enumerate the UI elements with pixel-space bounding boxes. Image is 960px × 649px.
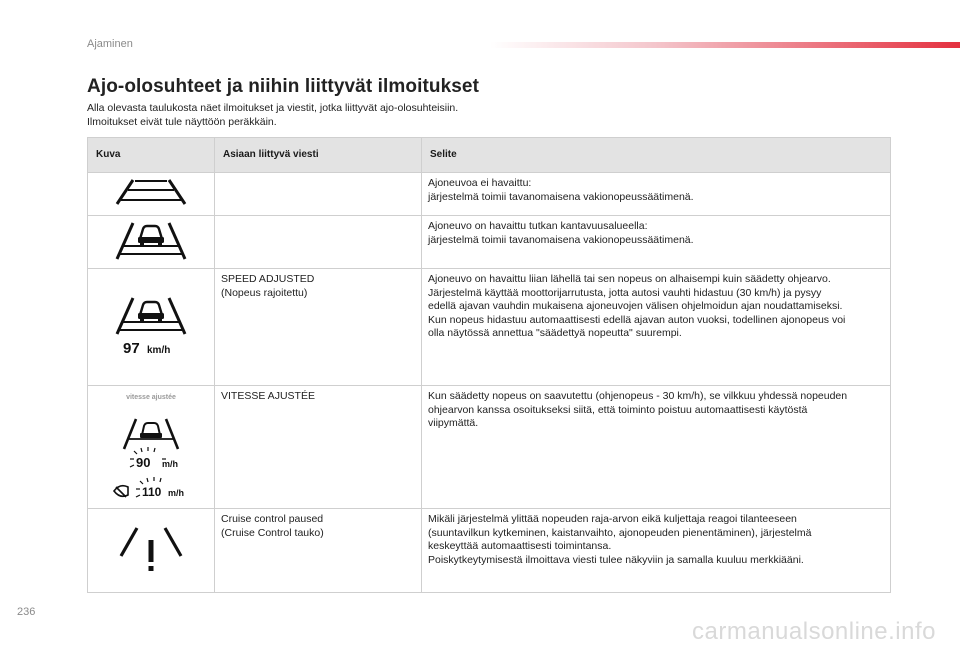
row-description: Ajoneuvo on havaittu tutkan kantavuusalueella: järjestelmä toimii tavanomaisena vakionopeussäätimenä. — [422, 216, 891, 269]
row-description: Ajoneuvo on havaittu liian lähellä tai sen nopeus on alhaisempi kuin säädetty ohjearvo. Järjestelmä käyttää moottorijarrutusta, jotta autosi vauhti hidastuu (30 km/h) ja pysyy edellä ajavan vauhdin mukaisena ajoneuvojen välisen ohjelmoidun ajan noudattamiseksi. Kun nopeus hidastuu automaattisesti edellä ajavan auton vuoksi, todellinen ajonopeus voi olla näytössä annettua "säädettyä nopeutta" suurempi. — [422, 269, 891, 386]
intro-text — [87, 101, 458, 129]
table-header-row — [88, 138, 891, 173]
vehicle-close-speed-icon — [109, 292, 193, 358]
road-lanes-icon — [111, 176, 191, 208]
row-message: Cruise control paused (Cruise Control tauko) — [215, 509, 422, 593]
intro-line: Alla olevasta taulukosta näet ilmoitukset ja viestit, jotka liittyvät ajo-olosuhteisiin. — [87, 102, 459, 114]
table-row — [88, 216, 891, 269]
row-message — [215, 173, 422, 216]
vehicle-ahead-icon — [111, 217, 191, 263]
row-description: Mikäli järjestelmä ylittää nopeuden raja-arvon eikä kuljettaja reagoi tilanteeseen (suuntavilkun kytkeminen, kaistanvaihto, ajonopeuden pienentäminen), järjestelmä keskeyttää automaattisesti toimintansa. Poiskytkeytymisestä ilmoittava viesti tulee näkyviin ja samalla kuuluu merkkiääni. — [422, 509, 891, 593]
table-row — [88, 269, 891, 386]
row-icon-cell — [88, 173, 215, 216]
header-selite: Selite — [422, 138, 891, 173]
svg-text:m/h: m/h — [168, 487, 185, 498]
svg-text:110: 110 — [142, 484, 162, 499]
svg-text:90: 90 — [136, 454, 151, 470]
svg-text:m/h: m/h — [162, 458, 179, 469]
warning-exclamation-icon — [111, 520, 191, 576]
row-message: VITESSE AJUSTÉE — [215, 386, 422, 509]
row-message — [215, 216, 422, 269]
table-row — [88, 509, 891, 593]
header-viesti: Asiaan liittyvä viesti — [215, 138, 422, 173]
svg-text:97: 97 — [123, 339, 140, 357]
page-title: Ajo-olosuhteet ja niihin liittyvät ilmoitukset — [87, 76, 480, 97]
header-accent-bar — [490, 42, 960, 48]
svg-text:km/h: km/h — [147, 344, 171, 356]
row-icon-cell — [88, 216, 215, 269]
svg-text:vitesse ajustée: vitesse ajustée — [126, 393, 176, 401]
watermark: carmanualsonline.info — [692, 618, 936, 645]
page-number: 236 — [17, 606, 36, 618]
row-icon-cell — [88, 386, 215, 509]
row-icon-cell — [88, 269, 215, 386]
intro-line: Ilmoitukset eivät tule näyttöön peräkkäin. — [87, 116, 277, 128]
row-icon-cell — [88, 509, 215, 593]
row-message: SPEED ADJUSTED (Nopeus rajoitettu) — [215, 269, 422, 386]
row-description: Ajoneuvoa ei havaittu: järjestelmä toimii tavanomaisena vakionopeussäätimenä. — [422, 173, 891, 216]
table-row — [88, 173, 891, 216]
header-kuva: Kuva — [88, 138, 215, 173]
section-label: Ajaminen — [87, 38, 133, 50]
speed-flashing-icon — [106, 387, 196, 503]
row-description: Kun säädetty nopeus on saavutettu (ohjenopeus - 30 km/h), se vilkkuu yhdessä nopeuden ohjearvon kanssa osoitukseksi siitä, että toiminto poistuu automaattisesti käytöstä viipymättä. — [422, 386, 891, 509]
messages-table — [87, 137, 891, 593]
table-row — [88, 386, 891, 509]
